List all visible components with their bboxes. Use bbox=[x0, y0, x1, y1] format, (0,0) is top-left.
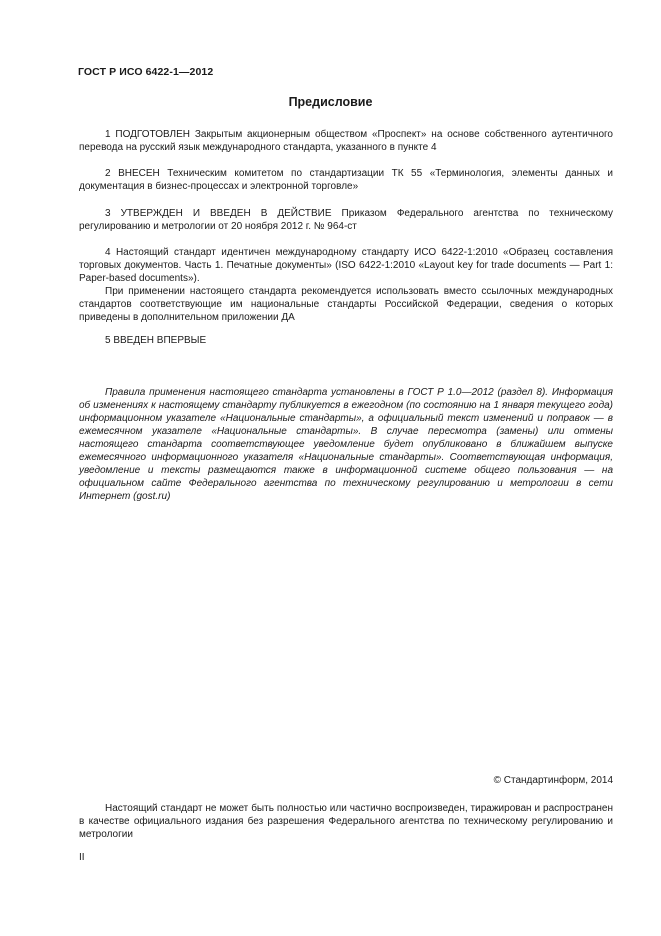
section-5-text: 5 ВВЕДЕН ВПЕРВЫЕ bbox=[105, 335, 207, 346]
section-2 bbox=[79, 167, 613, 193]
page-title: Предисловие bbox=[288, 95, 373, 109]
reproduction-notice bbox=[79, 802, 613, 841]
page-number: II bbox=[79, 852, 85, 863]
copyright: © Стандартинформ, 2014 bbox=[493, 775, 613, 786]
section-4 bbox=[79, 246, 613, 324]
section-1-text: 1 ПОДГОТОВЛЕН Закрытым акционерным обществом «Проспект» на основе собственного аутентичного перевода на русский язык международного стандарта, указанного в пункте 4 bbox=[79, 129, 613, 153]
section-3 bbox=[79, 207, 613, 233]
section-4-text: 4 Настоящий стандарт идентичен международному стандарту ИСО 6422-1:2010 «Образец составления торговых документов. Часть 1. Печатные документы» (ISO 6422-1:2010 «Layout key for trade documents — Part 1: Paper-based documents»). bbox=[79, 247, 613, 284]
rules-notice-text: Правила применения настоящего стандарта установлены в ГОСТ Р 1.0—2012 (раздел 8). Информация об изменениях к настоящему стандарту публикуется в ежегодном (по состоянию на 1 января текущего года) информационном указателе «Национальные стандарты», а официальный текст изменений и поправок — в ежемесячном указателе «Национальные стандарты». В случае пересмотра (замены) или отмены настоящего стандарта соответствующее уведомление будет опубликовано в ближайшем выпуске ежемесячного информационного указателя «Национальные стандарты». Соответствующая информация, уведомление и тексты размещаются также в информационной системе общего пользования — на официальном сайте Федерального агентства по техническому регулированию и метрологии в сети Интернет (gost.ru) bbox=[79, 387, 613, 502]
section-5 bbox=[79, 334, 613, 347]
section-4-note: При применении настоящего стандарта рекомендуется использовать вместо ссылочных международных стандартов соответствующие им национальные стандарты Российской Федерации, сведения о которых приведены в дополнительном приложении ДА bbox=[79, 286, 613, 323]
reproduction-notice-text: Настоящий стандарт не может быть полностью или частично воспроизведен, тиражирован и распространен в качестве официального издания без разрешения Федерального агентства по техническому регулированию и метрологии bbox=[79, 803, 613, 840]
section-3-text: 3 УТВЕРЖДЕН И ВВЕДЕН В ДЕЙСТВИЕ Приказом Федерального агентства по техническому регулированию и метрологии от 20 ноября 2012 г. № 964-ст bbox=[79, 208, 613, 232]
rules-notice bbox=[79, 386, 613, 503]
document-code: ГОСТ Р ИСО 6422-1—2012 bbox=[78, 66, 214, 78]
section-1 bbox=[79, 128, 613, 154]
section-2-text: 2 ВНЕСЕН Техническим комитетом по стандартизации ТК 55 «Терминология, элементы данных и документация в бизнес-процессах и электронной торговле» bbox=[79, 168, 613, 192]
